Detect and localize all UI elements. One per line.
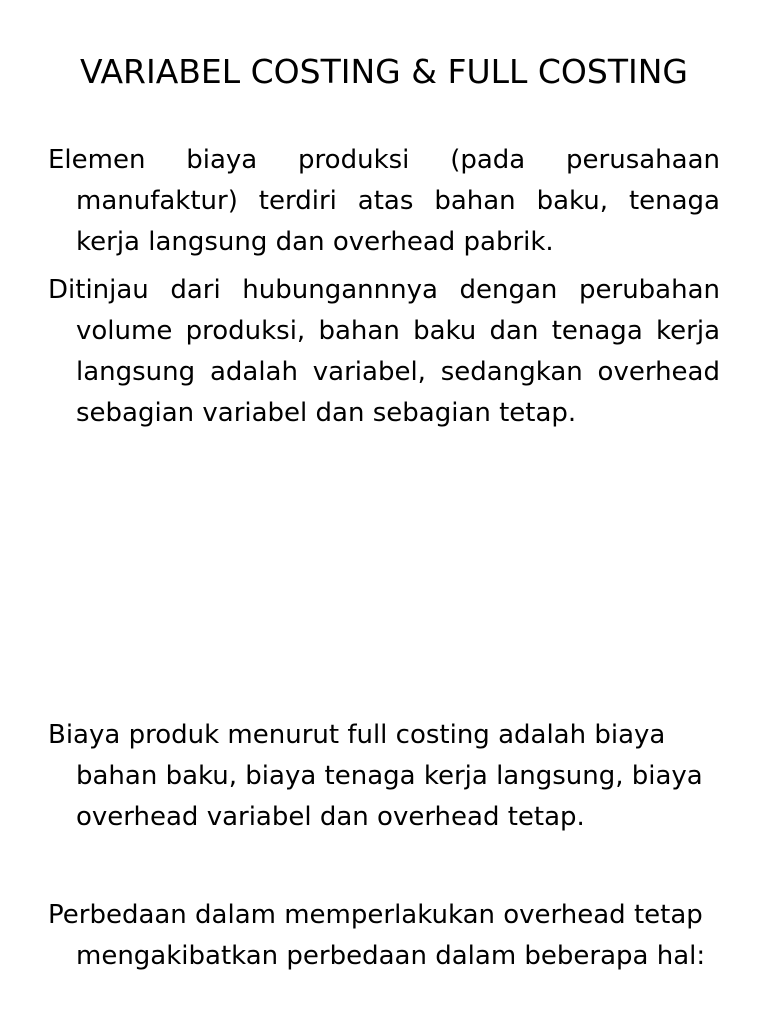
paragraph-cost-behavior: Ditinjau dari hubungannnya dengan perubahan volume produksi, bahan baku dan tenaga kerja langsung adalah variabel, sedangkan overhead sebagian variabel dan sebagian tetap. [48, 275, 720, 428]
paragraph-fixed-overhead-differences: Perbedaan dalam memperlakukan overhead tetap mengakibatkan perbedaan dalam beberapa hal: [48, 900, 706, 971]
paragraph-production-cost-elements: Elemen biaya produksi (pada perusahaan manufaktur) terdiri atas bahan baku, tenaga kerja langsung dan overhead pabrik. [48, 145, 720, 257]
paragraph-full-costing-definition: Biaya produk menurut full costing adalah biaya bahan baku, biaya tenaga kerja langsung, biaya overhead variabel dan overhead tetap. [48, 720, 703, 832]
slide-title: VARIABEL COSTING & FULL COSTING [80, 52, 688, 91]
